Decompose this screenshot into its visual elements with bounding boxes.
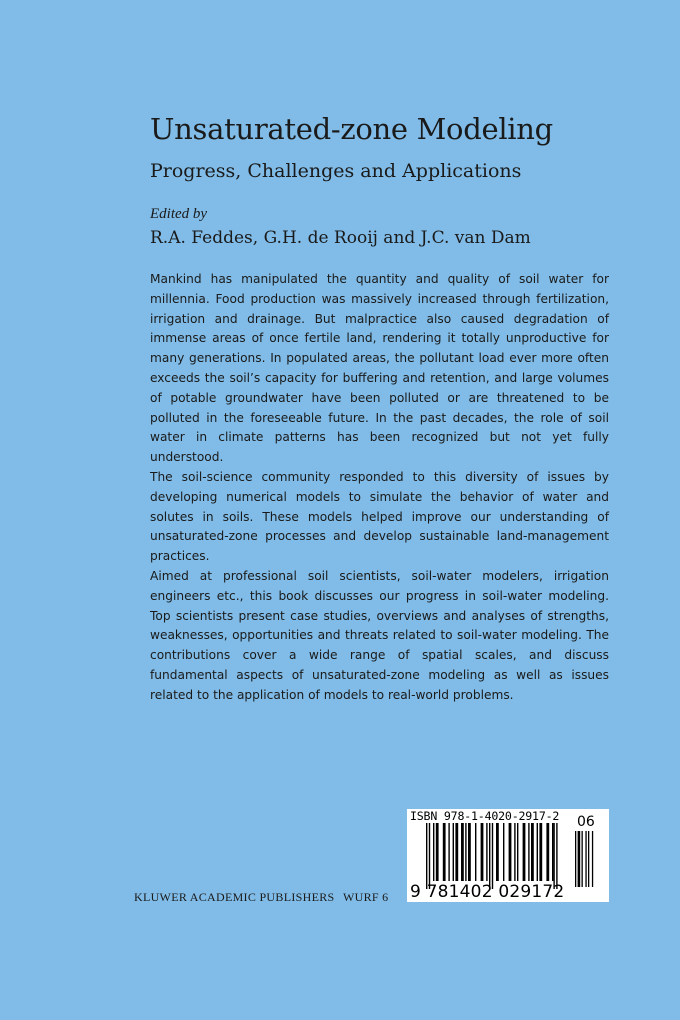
- barcode-addon-bar: [582, 831, 583, 887]
- barcode-bar: [531, 823, 534, 881]
- barcode-addon-bar: [592, 831, 593, 887]
- description-paragraph: The soil-science community responded to this diversity of issues by developing numerical models to simulate the behavior of water and solutes in soils. These models helped improve our understanding of unsaturated-zone processes and develop sustainable land-management practices.: [150, 469, 609, 564]
- barcode-bar: [426, 823, 427, 889]
- series-code: WURF 6: [343, 890, 389, 904]
- barcode-bar: [528, 823, 529, 881]
- barcode-bar: [523, 823, 526, 881]
- barcode-bar: [546, 823, 549, 881]
- barcode-bar: [496, 823, 499, 881]
- editors-names: R.A. Feddes, G.H. de Rooij and J.C. van Dam: [150, 228, 531, 248]
- barcode-bar: [455, 823, 458, 881]
- barcode-bar: [436, 823, 439, 881]
- edited-by-label: Edited by: [150, 206, 208, 222]
- barcode-addon-digits: 06: [577, 814, 595, 830]
- barcode-bar: [539, 823, 542, 881]
- barcode-bar: [475, 823, 476, 881]
- barcode-bar: [433, 823, 434, 881]
- barcode-addon-bar: [575, 831, 576, 887]
- barcode-bar: [453, 823, 454, 881]
- barcode-bar: [552, 823, 553, 881]
- book-title: Unsaturated-zone Modeling: [150, 112, 553, 146]
- description-paragraph: Aimed at professional soil scientists, soil-water modelers, irrigation engineers etc., this book discusses our progress in soil-water modeling. Top scientists present case studies, overviews and analyses of strengths, weaknesses, opportunities and threats related to soil-water modeling. The contributions cover a wide range of spatial scales, and discuss fundamental aspects of unsaturated-zone modeling as well as issues related to the application of models to real-world problems.: [150, 568, 609, 702]
- barcode-bar: [443, 823, 446, 881]
- barcode-bar: [514, 823, 515, 881]
- isbn-label: ISBN 978-1-4020-2917-2: [410, 809, 560, 823]
- publisher-name: KLUWER ACADEMIC PUBLISHERS: [134, 890, 335, 904]
- barcode-bar: [509, 823, 512, 881]
- barcode-bar: [489, 823, 490, 889]
- barcode-bar: [465, 823, 466, 881]
- barcode-bar: [556, 823, 557, 889]
- barcode-bar: [481, 823, 484, 881]
- barcode-bar: [517, 823, 518, 881]
- barcode-bar: [429, 823, 430, 889]
- barcode-addon-bar: [585, 831, 586, 887]
- barcode-bar: [537, 823, 538, 881]
- barcode-digits: 9 781402 029172: [410, 882, 565, 902]
- book-subtitle: Progress, Challenges and Applications: [150, 160, 522, 182]
- barcode-bar: [492, 823, 493, 889]
- barcode-bar: [503, 823, 504, 881]
- barcode-bar: [461, 823, 464, 881]
- barcode-bar: [448, 823, 449, 881]
- isbn-barcode: [407, 809, 609, 902]
- barcode-addon-bar: [588, 831, 589, 887]
- barcode-addon-bar: [578, 831, 581, 887]
- barcode-bar: [486, 823, 487, 881]
- barcode-bar: [468, 823, 471, 881]
- description-paragraph: Mankind has manipulated the quantity and quality of soil water for millennia. Food production was massively increased through fertilization, irrigation and drainage. But malpractice also caused degradation of immense areas of once fertile land, rendering it totally unproductive for many generations. In populated areas, the pollutant load ever more often exceeds the soil’s capacity for buffering and retention, and large volumes of potable groundwater have been polluted or are threatened to be polluted in the foreseeable future. In the past decades, the role of soil water in climate patterns has been recognized but not yet fully understood.: [150, 272, 609, 465]
- book-description: [150, 270, 609, 706]
- barcode-bar: [553, 823, 554, 889]
